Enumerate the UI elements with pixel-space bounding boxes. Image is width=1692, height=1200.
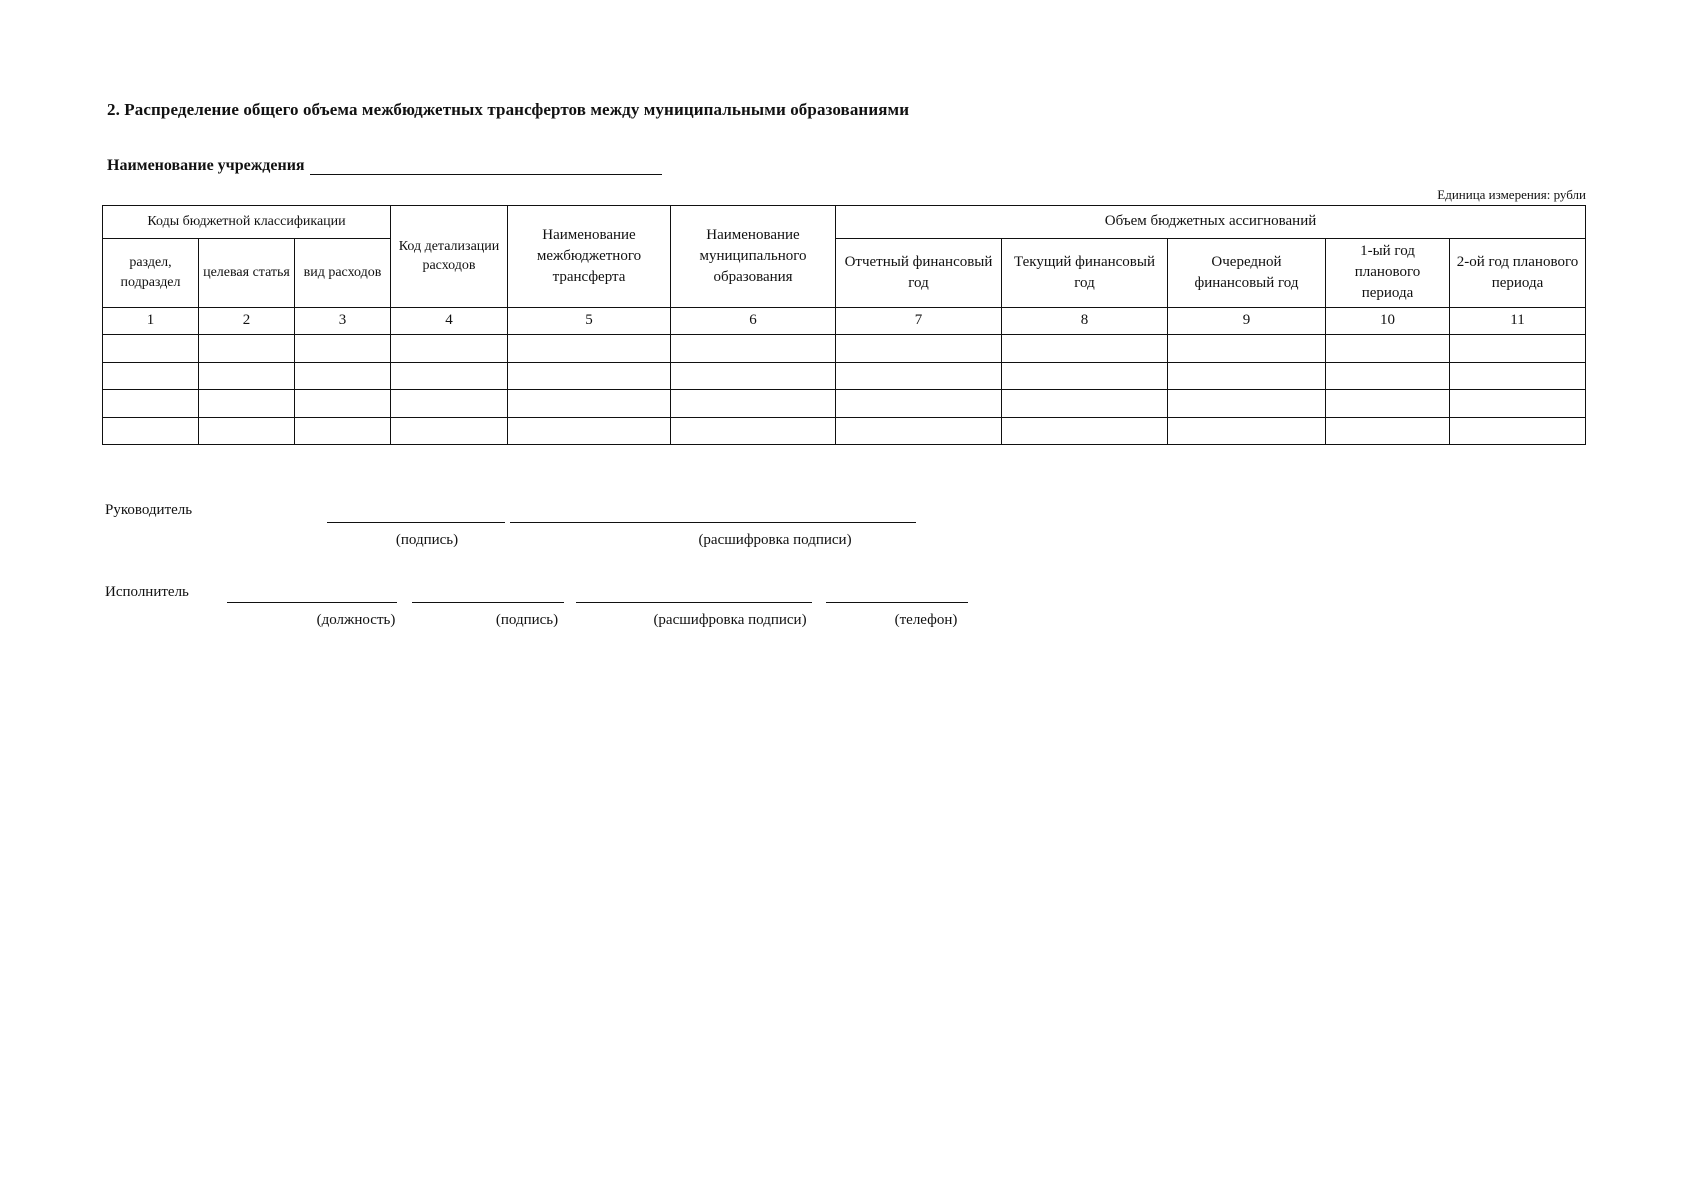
table-cell[interactable] <box>1002 417 1168 445</box>
transfers-table <box>102 205 1586 445</box>
header-transfer-name: Наименование межбюджетного трансферта <box>508 206 671 308</box>
table-cell[interactable] <box>508 362 671 389</box>
column-numbers-row <box>103 307 1586 334</box>
table-cell[interactable] <box>295 362 391 389</box>
organization-line <box>107 156 662 175</box>
column-number: 8 <box>1002 307 1168 334</box>
executor-sign-line[interactable] <box>412 602 564 603</box>
table-cell[interactable] <box>1450 390 1586 417</box>
table-cell[interactable] <box>391 417 508 445</box>
column-number: 5 <box>508 307 671 334</box>
table-cell[interactable] <box>1002 362 1168 389</box>
table-row <box>103 362 1586 389</box>
table-cell[interactable] <box>103 390 199 417</box>
column-number: 11 <box>1450 307 1586 334</box>
table-cell[interactable] <box>671 390 836 417</box>
executor-phone-caption: (телефон) <box>894 612 958 628</box>
table-cell[interactable] <box>1326 417 1450 445</box>
table-cell[interactable] <box>199 362 295 389</box>
table-cell[interactable] <box>671 335 836 362</box>
unit-label: Единица измерения: рубли <box>1437 187 1586 202</box>
column-number: 1 <box>103 307 199 334</box>
header-section: раздел, подраздел <box>103 238 199 307</box>
table-cell[interactable] <box>199 417 295 445</box>
organization-input-line[interactable] <box>310 156 662 175</box>
table-cell[interactable] <box>199 390 295 417</box>
table-cell[interactable] <box>391 390 508 417</box>
column-number: 9 <box>1168 307 1326 334</box>
table-cell[interactable] <box>103 362 199 389</box>
table-cell[interactable] <box>1168 335 1326 362</box>
page-title: 2. Распределение общего объема межбюджетных трансфертов между муниципальными образованиями <box>107 100 910 119</box>
table-cell[interactable] <box>295 417 391 445</box>
table-cell[interactable] <box>1002 335 1168 362</box>
head-sign-caption: (подпись) <box>395 532 459 548</box>
organization-label: Наименование учреждения <box>107 157 305 174</box>
table-cell[interactable] <box>103 335 199 362</box>
table-cell[interactable] <box>836 362 1002 389</box>
table-row <box>103 390 1586 417</box>
column-number: 6 <box>671 307 836 334</box>
executor-label: Исполнитель <box>105 584 189 600</box>
table-cell[interactable] <box>1168 390 1326 417</box>
executor-position-line[interactable] <box>227 602 397 603</box>
header-report-year: Отчетный финансовый год <box>836 238 1002 307</box>
table-row <box>103 417 1586 445</box>
column-number: 2 <box>199 307 295 334</box>
executor-decode-caption: (расшифровка подписи) <box>653 612 807 628</box>
table-cell[interactable] <box>508 390 671 417</box>
table-cell[interactable] <box>836 417 1002 445</box>
table-cell[interactable] <box>1326 362 1450 389</box>
table-cell[interactable] <box>391 335 508 362</box>
head-decode-caption: (расшифровка подписи) <box>698 532 852 548</box>
header-next-year: Очередной финансовый год <box>1168 238 1326 307</box>
header-current-year: Текущий финансовый год <box>1002 238 1168 307</box>
table-cell[interactable] <box>199 335 295 362</box>
table-cell[interactable] <box>391 362 508 389</box>
executor-decode-line[interactable] <box>576 602 812 603</box>
table-cell[interactable] <box>1450 362 1586 389</box>
table-cell[interactable] <box>1326 335 1450 362</box>
table-cell[interactable] <box>1168 417 1326 445</box>
head-decode-line[interactable] <box>510 522 916 523</box>
head-sign-line[interactable] <box>327 522 505 523</box>
header-allocation-volume: Объем бюджетных ассигнований <box>836 206 1586 239</box>
header-plan-year-1: 1-ый год планового периода <box>1326 238 1450 307</box>
header-municipality-name: Наименование муниципального образования <box>671 206 836 308</box>
table-cell[interactable] <box>508 335 671 362</box>
executor-position-caption: (должность) <box>316 612 396 628</box>
header-plan-year-2: 2-ой год планового периода <box>1450 238 1586 307</box>
table-cell[interactable] <box>1168 362 1326 389</box>
table-row <box>103 335 1586 362</box>
executor-sign-caption: (подпись) <box>495 612 559 628</box>
column-number: 7 <box>836 307 1002 334</box>
table-cell[interactable] <box>836 335 1002 362</box>
column-number: 4 <box>391 307 508 334</box>
header-budget-codes: Коды бюджетной классификации <box>103 206 391 239</box>
table-cell[interactable] <box>1002 390 1168 417</box>
table-cell[interactable] <box>1450 335 1586 362</box>
table-cell[interactable] <box>295 335 391 362</box>
header-target-article: целевая статья <box>199 238 295 307</box>
head-label: Руководитель <box>105 502 193 518</box>
table-cell[interactable] <box>508 417 671 445</box>
column-number: 10 <box>1326 307 1450 334</box>
table-cell[interactable] <box>295 390 391 417</box>
table-cell[interactable] <box>671 417 836 445</box>
column-number: 3 <box>295 307 391 334</box>
table-cell[interactable] <box>103 417 199 445</box>
table-cell[interactable] <box>836 390 1002 417</box>
header-detail-code: Код детализации расходов <box>391 206 508 308</box>
table-cell[interactable] <box>671 362 836 389</box>
executor-phone-line[interactable] <box>826 602 968 603</box>
table-cell[interactable] <box>1450 417 1586 445</box>
header-expense-type: вид расходов <box>295 238 391 307</box>
table-cell[interactable] <box>1326 390 1450 417</box>
